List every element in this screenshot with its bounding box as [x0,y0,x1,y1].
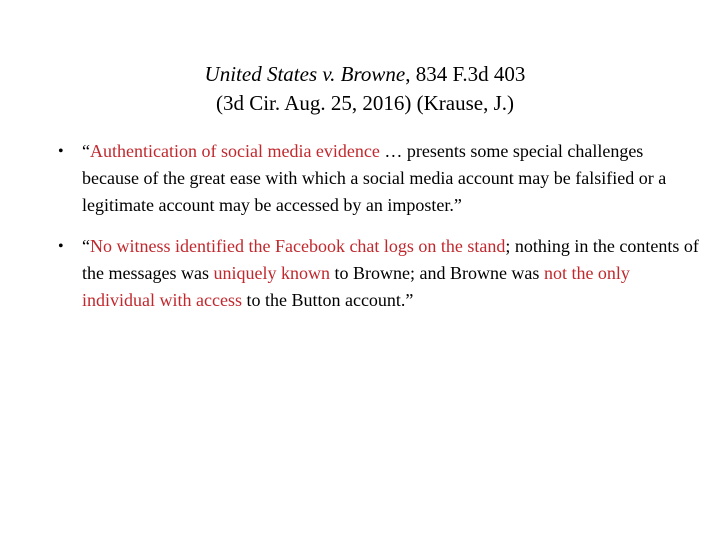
bullet-icon: • [58,238,64,255]
quote-text: to Browne; and Browne was [329,263,544,283]
case-title-line1 [0,60,720,89]
case-title [0,60,720,118]
quote-highlight: Authentication of social media evidence [90,141,380,161]
open-quote: “ [82,141,90,161]
case-citation: , 834 F.3d 403 [405,62,526,86]
bullet-icon: • [58,143,64,160]
case-name: United States v. Browne [204,62,406,86]
quote-highlight: not the only individual with access [82,263,630,310]
quote-text: to the Button account.” [241,290,414,310]
quote-list [0,138,720,328]
quote-highlight: uniquely known [213,263,330,283]
case-court-date: (3d Cir. Aug. 25, 2016) (Krause, J.) [215,91,515,115]
quote-item-1 [0,138,720,219]
open-quote: “ [82,236,90,256]
quote-item-2 [0,233,720,314]
quote-text: … presents some special challenges because of the great ease with which a social media account may be falsified or a legitimate account may be accessed by an imposter.” [82,141,667,215]
quote-text: ; nothing in the contents of the messages was [82,236,699,283]
quote-highlight: No witness identified the Facebook chat logs on the stand [90,236,506,256]
